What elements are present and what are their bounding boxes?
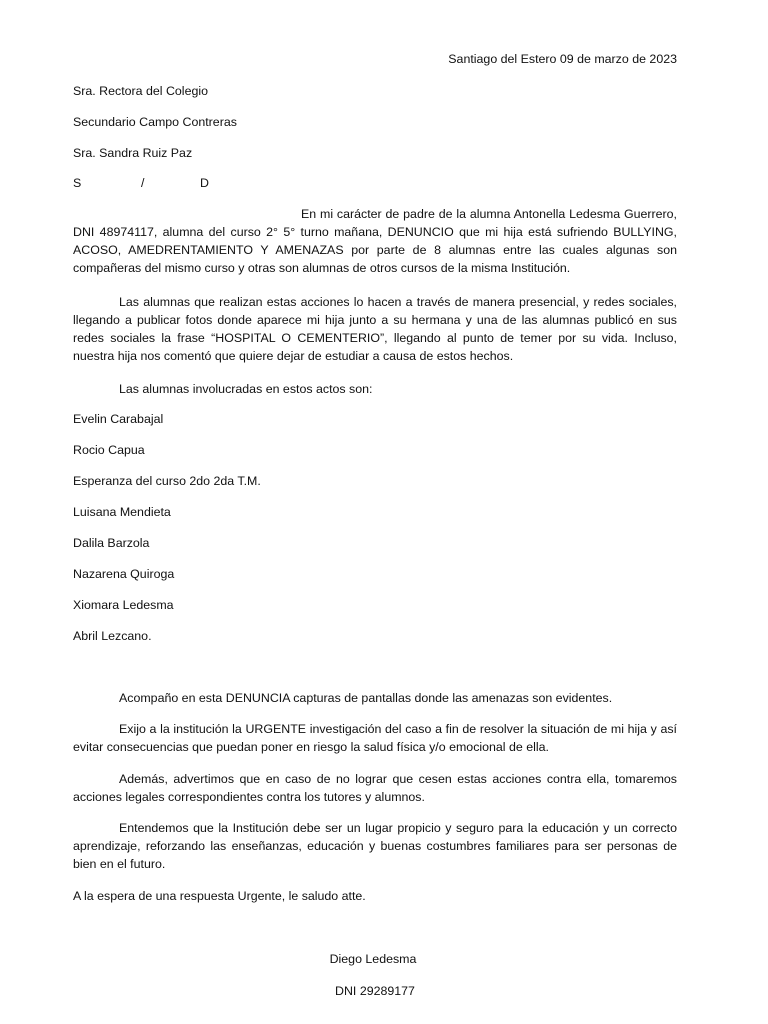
letter-page (73, 0, 677, 1024)
paragraph-evidence: Acompaño en esta DENUNCIA capturas de pantallas donde las amenazas son evidentes. (119, 691, 613, 705)
salutation-s: S (73, 176, 82, 190)
list-item: Esperanza del curso 2do 2da T.M. (73, 474, 261, 488)
list-item: Xiomara Ledesma (73, 598, 174, 612)
list-item: Rocio Capua (73, 443, 145, 457)
date-line: Santiago del Estero 09 de marzo de 2023 (448, 52, 677, 66)
list-item: Abril Lezcano. (73, 629, 152, 643)
closing-line: A la espera de una respuesta Urgente, le saludo atte. (73, 889, 366, 903)
signature-name: Diego Ledesma (329, 952, 417, 966)
signature-dni: DNI 29289177 (335, 984, 415, 998)
salutation-slash: / (141, 176, 145, 190)
list-item: Dalila Barzola (73, 536, 150, 550)
list-item: Luisana Mendieta (73, 505, 171, 519)
paragraph-details: Las alumnas que realizan estas acciones lo hacen a través de manera presencial, y redes sociales, llegando a publicar fotos donde aparece mi hija junto a su hermana y una de las alumnas publicó en sus redes sociales la frase “HOSPITAL O CEMENTERIO”, llegando al punto de temer por su vida. Incluso, nuestra hija nos comentó que quiere dejar de estudiar a causa de estos hechos. (73, 295, 677, 363)
students-list (73, 410, 261, 658)
recipient-line-3: Sra. Sandra Ruiz Paz (73, 146, 193, 160)
paragraph-warning: Además, advertimos que en caso de no lograr que cesen estas acciones contra ella, tomaremos acciones legales correspondientes contra los tutores y alumnos. (73, 772, 677, 804)
paragraph-demand: Exijo a la institución la URGENTE investigación del caso a fin de resolver la situación de mi hija y así evitar consecuencias que puedan poner en riesgo la salud física y/o emocional de ella. (73, 722, 677, 754)
paragraph-complaint: En mi carácter de padre de la alumna Antonella Ledesma Guerrero, DNI 48974117, alumna del curso 2° 5° turno mañana, DENUNCIO que mi hija está sufriendo BULLYING, ACOSO, AMEDRENTAMIENTO Y AMENAZAS por parte de 8 alumnas entre las cuales algunas son compañeras del mismo curso y otras son alumnas de otros cursos de la misma Institución. (73, 207, 677, 275)
salutation-d: D (200, 176, 209, 190)
recipient-line-1: Sra. Rectora del Colegio (73, 84, 208, 98)
paragraph-institution: Entendemos que la Institución debe ser un lugar propicio y seguro para la educación y un correcto aprendizaje, reforzando las enseñanzas, educación y buenas costumbres familiares para ser personas de bien en el futuro. (73, 821, 677, 871)
paragraph-involved-intro: Las alumnas involucradas en estos actos son: (119, 382, 373, 396)
list-item: Nazarena Quiroga (73, 567, 175, 581)
list-item: Evelin Carabajal (73, 412, 164, 426)
recipient-line-2: Secundario Campo Contreras (73, 115, 237, 129)
